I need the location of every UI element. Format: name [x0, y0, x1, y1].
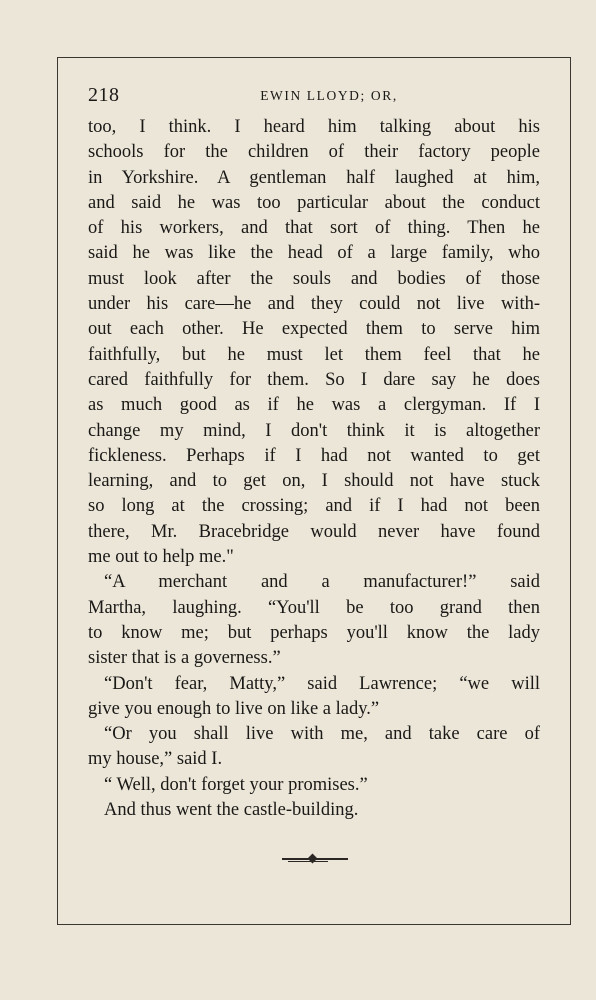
text-line: in Yorkshire. A gentleman half laughed at him, [88, 167, 540, 188]
text-line: to know me; but perhaps you'll know the lady [88, 622, 540, 643]
text-line: give you enough to live on like a lady.” [88, 698, 380, 719]
text-line: “ Well, don't forget your promises.” [104, 774, 368, 795]
text-line: said he was like the head of a large family, who [88, 243, 540, 264]
text-line: “Or you shall live with me, and take care of [104, 724, 540, 745]
text-line: fickleness. Perhaps if I had not wanted to get [88, 445, 540, 466]
text-line: as much good as if he was a clergyman. If I [88, 395, 540, 416]
body-text [88, 115, 540, 823]
text-line: schools for the children of their factory people [88, 142, 540, 163]
text-line: cared faithfully for them. So I dare say he does [88, 369, 540, 390]
text-line: And thus went the castle-building. [104, 800, 359, 821]
text-line: faithfully, but he must let them feel that he [88, 344, 540, 365]
text-line: there, Mr. Bracebridge would never have found [88, 521, 540, 542]
text-line: must look after the souls and bodies of those [88, 268, 540, 289]
text-line: out each other. He expected them to serve him [88, 319, 540, 340]
text-line: learning, and to get on, I should not have stuck [88, 471, 540, 492]
text-line: of his workers, and that sort of thing. Then he [88, 218, 540, 239]
text-line: me out to help me." [88, 547, 234, 568]
text-line: Martha, laughing. “You'll be too grand then [88, 597, 540, 618]
text-line: my house,” said I. [88, 749, 223, 770]
text-line: “A merchant and a manufacturer!” said [104, 572, 540, 593]
text-line: “Don't fear, Matty,” said Lawrence; “we will [104, 673, 540, 694]
page-number: 218 [88, 84, 120, 106]
text-line: sister that is a governess.” [88, 648, 281, 669]
running-title: EWIN LLOYD; OR, [260, 88, 398, 103]
ornament-rule-thin [288, 861, 328, 862]
text-line: under his care—he and they could not live with- [88, 294, 540, 315]
text-line: so long at the crossing; and if I had not been [88, 496, 540, 517]
text-line: and said he was too particular about the conduct [88, 192, 540, 213]
text-line: change my mind, I don't think it is altogether [88, 420, 540, 441]
running-head [88, 84, 540, 108]
text-line: too, I think. I heard him talking about his [88, 117, 540, 137]
section-end-ornament [282, 855, 348, 863]
